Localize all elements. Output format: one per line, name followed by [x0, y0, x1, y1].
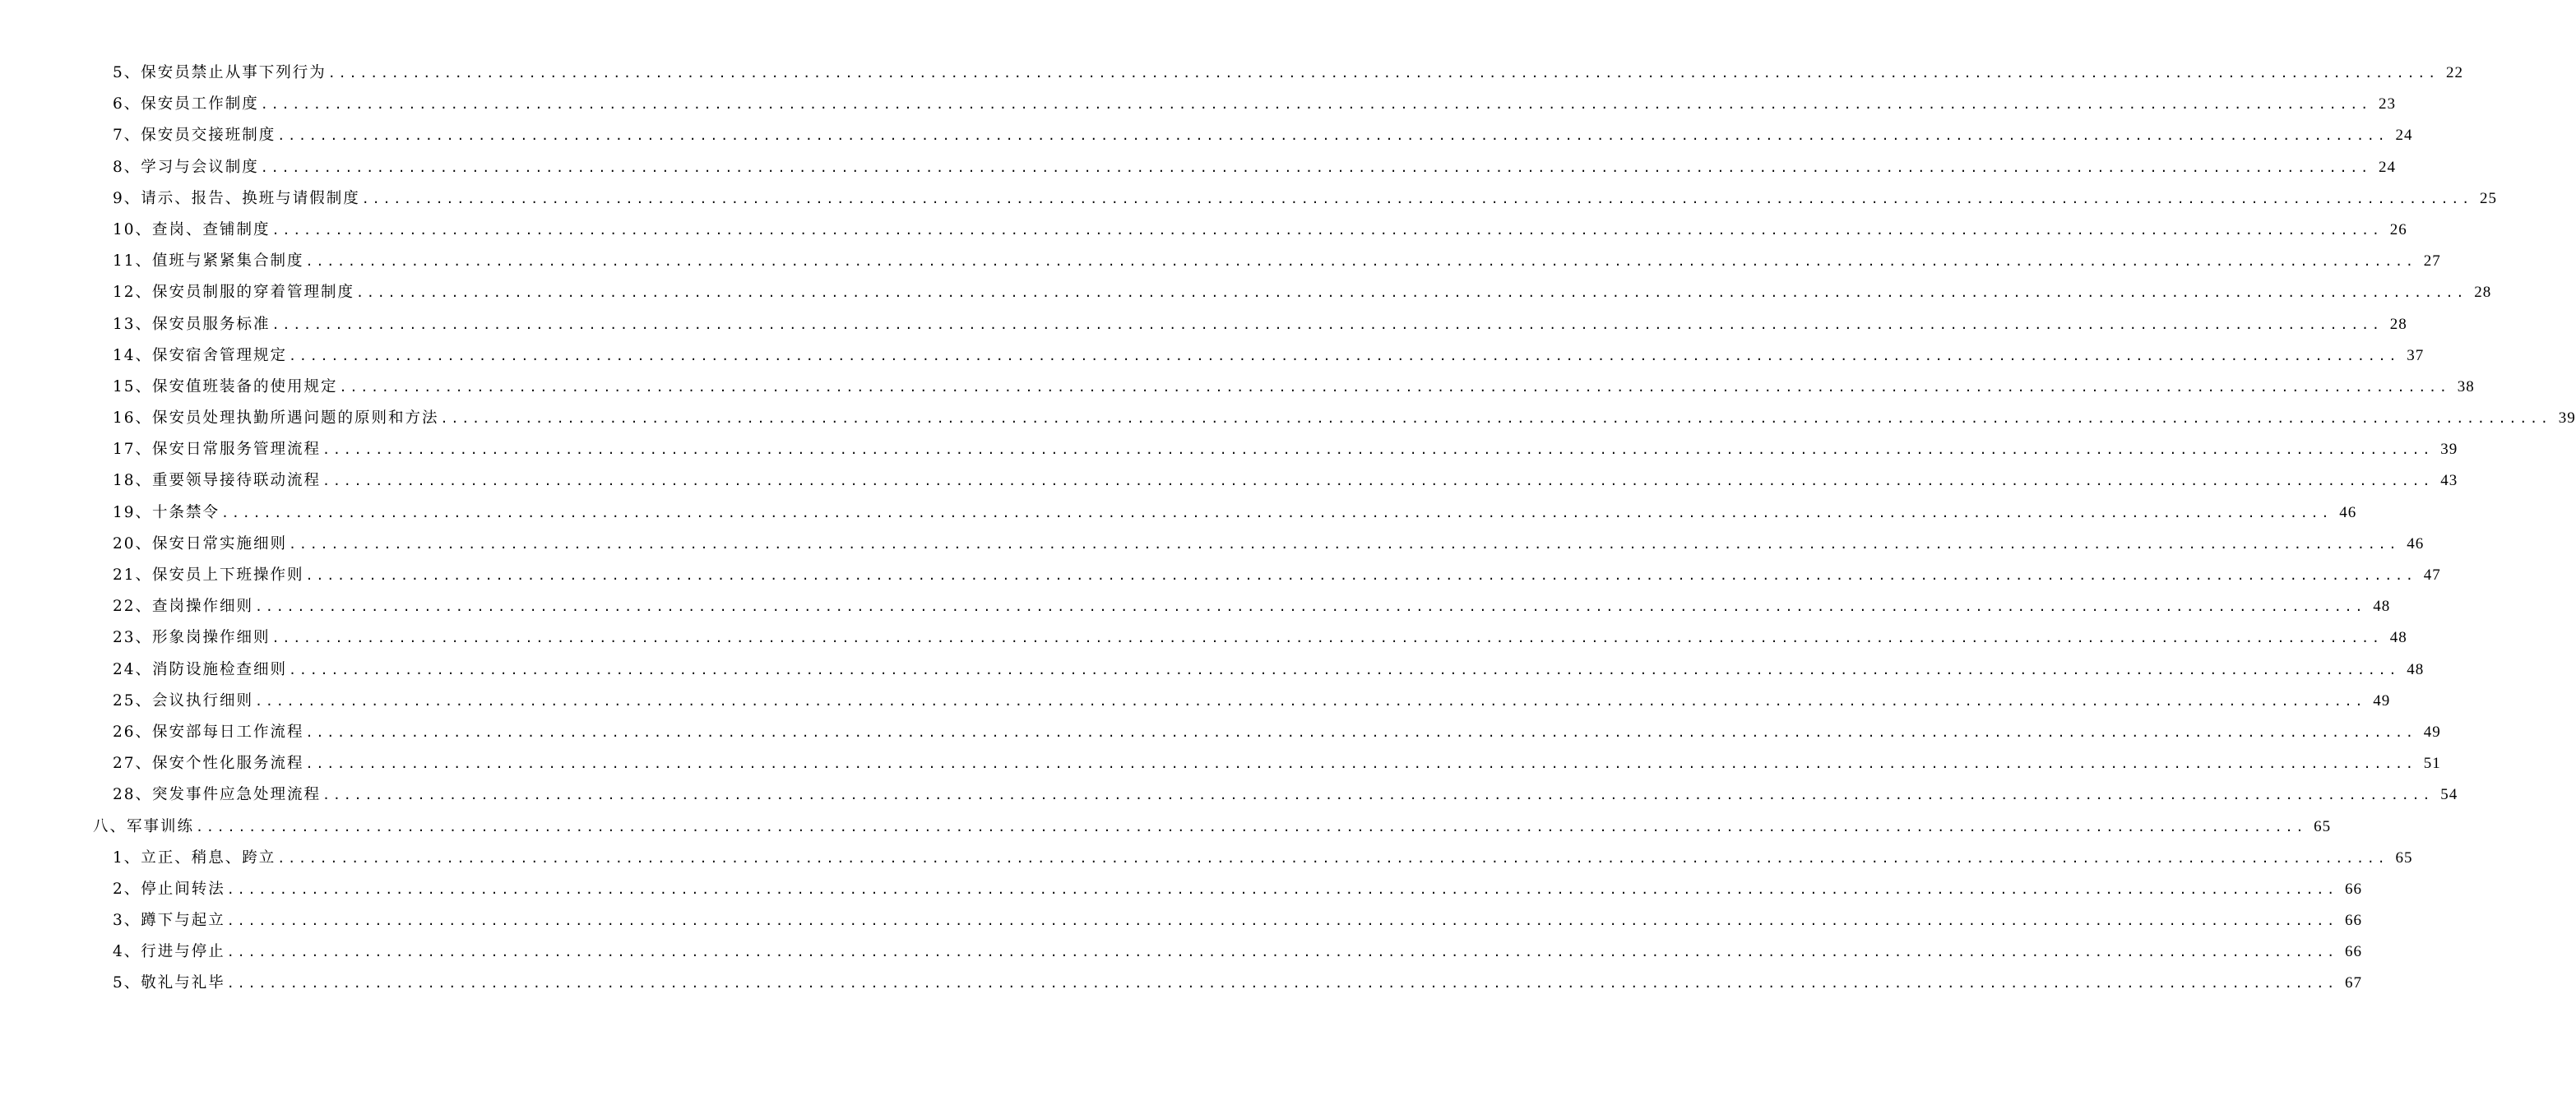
toc-dot-leader: ........................................................................................................................................................................................................: [271, 317, 2383, 332]
toc-dot-leader: ........................................................................................................................................................................................................: [289, 536, 2400, 552]
toc-entry[interactable]: [0, 529, 2425, 560]
toc-dot-leader: ........................................................................................................................................................................................................: [289, 662, 2400, 677]
toc-entry-label: 28、突发事件应急处理流程: [113, 786, 322, 804]
toc-dot-leader: ........................................................................................................................................................................................................: [221, 505, 2333, 520]
toc-entry[interactable]: [0, 591, 2391, 622]
toc-dot-leader: ........................................................................................................................................................................................................: [255, 599, 2366, 615]
toc-entry-label: 13、保安员服务标准: [113, 315, 271, 333]
toc-entry-label: 23、形象岗操作细则: [113, 629, 271, 647]
toc-entry[interactable]: [0, 89, 2396, 120]
toc-entry[interactable]: [0, 748, 2441, 779]
toc-entry[interactable]: [0, 560, 2441, 591]
toc-entry[interactable]: [0, 277, 2492, 308]
toc-entry[interactable]: [0, 686, 2391, 717]
toc-entry-label: 10、查岗、查铺制度: [113, 220, 271, 238]
toc-page-number: 23: [2378, 95, 2396, 113]
toc-page-number: 25: [2479, 189, 2497, 207]
toc-entry[interactable]: [0, 811, 2332, 843]
toc-entry-label: 24、消防设施检查细则: [113, 660, 288, 678]
toc-entry-label: 8、学习与会议制度: [113, 158, 259, 176]
toc-page-number: 28: [2474, 284, 2492, 302]
toc-entry-label: 15、保安值班装备的使用规定: [113, 377, 338, 395]
toc-entry-label: 3、蹲下与起立: [113, 912, 225, 930]
toc-entry[interactable]: [0, 654, 2425, 686]
toc-dot-leader: ........................................................................................................................................................................................................: [271, 631, 2383, 646]
toc-dot-leader: ........................................................................................................................................................................................................: [339, 379, 2450, 395]
toc-page-number: 47: [2423, 566, 2441, 584]
toc-entry-label: 5、保安员禁止从事下列行为: [113, 64, 327, 81]
toc-entry[interactable]: [0, 779, 2458, 811]
toc-page-number: 48: [2389, 629, 2407, 647]
toc-dot-leader: ........................................................................................................................................................................................................: [322, 788, 2434, 803]
toc-page-number: 22: [2445, 64, 2463, 81]
toc-page-number: 28: [2389, 315, 2407, 333]
toc-entry[interactable]: [0, 843, 2413, 874]
toc-page-number: 43: [2440, 472, 2458, 490]
toc-entry[interactable]: [0, 905, 2362, 936]
toc-entry-label: 25、会议执行细则: [113, 691, 254, 710]
toc-page-number: 66: [2344, 880, 2362, 898]
toc-entry-label: 18、重要领导接待联动流程: [113, 472, 322, 490]
toc-entry[interactable]: [0, 434, 2458, 465]
toc-entry[interactable]: [0, 309, 2407, 340]
table-of-contents: [0, 58, 2576, 1000]
toc-dot-leader: ........................................................................................................................................................................................................: [226, 976, 2337, 992]
toc-dot-leader: ........................................................................................................................................................................................................: [260, 160, 2371, 175]
toc-entry-label: 26、保安部每日工作流程: [113, 723, 304, 741]
toc-dot-leader: ........................................................................................................................................................................................................: [289, 348, 2400, 363]
toc-dot-leader: ........................................................................................................................................................................................................: [277, 128, 2388, 144]
toc-entry-label: 27、保安个性化服务流程: [113, 755, 304, 773]
toc-entry[interactable]: [0, 246, 2441, 277]
toc-dot-leader: ........................................................................................................................................................................................................: [196, 819, 2307, 835]
toc-entry[interactable]: [0, 120, 2413, 151]
toc-dot-leader: ........................................................................................................................................................................................................: [305, 756, 2416, 772]
toc-entry[interactable]: [0, 717, 2441, 748]
toc-entry-label: 2、停止间转法: [113, 880, 225, 898]
toc-dot-leader: ........................................................................................................................................................................................................: [271, 222, 2383, 238]
toc-page-number: 54: [2440, 786, 2458, 804]
toc-entry[interactable]: [0, 874, 2362, 905]
toc-entry[interactable]: [0, 497, 2357, 529]
toc-entry-label: 21、保安员上下班操作则: [113, 566, 304, 584]
toc-page-number: 46: [2407, 534, 2425, 552]
toc-dot-leader: ........................................................................................................................................................................................................: [327, 66, 2439, 81]
toc-dot-leader: ........................................................................................................................................................................................................: [260, 97, 2371, 113]
toc-page-number: 37: [2407, 346, 2425, 364]
toc-entry[interactable]: [0, 622, 2407, 654]
toc-page-number: 65: [2395, 848, 2413, 867]
toc-entry[interactable]: [0, 58, 2463, 89]
toc-dot-leader: ........................................................................................................................................................................................................: [226, 945, 2337, 960]
toc-entry-label: 1、立正、稍息、跨立: [113, 848, 276, 867]
toc-entry-label: 20、保安日常实施细则: [113, 534, 288, 552]
toc-entry-label: 22、查岗操作细则: [113, 598, 254, 616]
toc-dot-leader: ........................................................................................................................................................................................................: [305, 254, 2416, 270]
toc-entry[interactable]: [0, 372, 2475, 403]
toc-entry-label: 八、军事训练: [93, 817, 195, 835]
toc-page-number: 39: [2558, 409, 2576, 428]
toc-page-number: 39: [2440, 441, 2458, 459]
toc-entry[interactable]: [0, 936, 2362, 968]
toc-page-number: 48: [2407, 660, 2425, 678]
toc-page-number: 66: [2344, 912, 2362, 930]
toc-dot-leader: ........................................................................................................................................................................................................: [255, 693, 2366, 709]
toc-entry[interactable]: [0, 215, 2407, 246]
toc-entry-label: 4、行进与停止: [113, 943, 225, 961]
toc-entry-label: 5、敬礼与礼毕: [113, 974, 225, 992]
toc-entry-label: 12、保安员制服的穿着管理制度: [113, 284, 355, 302]
toc-page-number: 49: [2373, 691, 2391, 710]
toc-dot-leader: ........................................................................................................................................................................................................: [440, 411, 2551, 427]
toc-entry-label: 14、保安宿舍管理规定: [113, 346, 288, 364]
toc-entry[interactable]: [0, 183, 2497, 215]
toc-page-number: 49: [2423, 723, 2441, 741]
toc-dot-leader: ........................................................................................................................................................................................................: [356, 285, 2467, 301]
toc-dot-leader: ........................................................................................................................................................................................................: [322, 474, 2434, 489]
toc-dot-leader: ........................................................................................................................................................................................................: [305, 724, 2416, 740]
toc-page-number: 27: [2423, 252, 2441, 270]
toc-entry-label: 19、十条禁令: [113, 503, 220, 521]
toc-dot-leader: ........................................................................................................................................................................................................: [322, 442, 2434, 458]
toc-entry-label: 17、保安日常服务管理流程: [113, 441, 322, 459]
toc-entry-label: 7、保安员交接班制度: [113, 127, 276, 145]
toc-page-number: 26: [2389, 220, 2407, 238]
toc-entry-label: 11、值班与紧紧集合制度: [113, 252, 304, 270]
toc-entry-label: 6、保安员工作制度: [113, 95, 259, 113]
toc-entry[interactable]: [0, 403, 2576, 434]
toc-entry-label: 9、请示、报告、换班与请假制度: [113, 189, 360, 207]
toc-page-number: 65: [2314, 817, 2332, 835]
toc-entry[interactable]: [0, 152, 2396, 183]
toc-page-number: 67: [2344, 974, 2362, 992]
toc-page-number: 24: [2395, 127, 2413, 145]
toc-entry[interactable]: [0, 968, 2362, 999]
toc-entry-label: 16、保安员处理执勤所遇问题的原则和方法: [113, 409, 439, 428]
toc-page-number: 38: [2457, 377, 2475, 395]
toc-page-number: 24: [2378, 158, 2396, 176]
toc-dot-leader: ........................................................................................................................................................................................................: [226, 913, 2337, 929]
toc-dot-leader: ........................................................................................................................................................................................................: [277, 850, 2388, 866]
toc-page-number: 51: [2423, 755, 2441, 773]
toc-dot-leader: ........................................................................................................................................................................................................: [305, 568, 2416, 583]
toc-page-number: 66: [2344, 943, 2362, 961]
toc-page-number: 46: [2339, 503, 2357, 521]
toc-dot-leader: ........................................................................................................................................................................................................: [226, 881, 2337, 897]
toc-entry[interactable]: [0, 340, 2425, 372]
toc-entry[interactable]: [0, 465, 2458, 497]
toc-page-number: 48: [2373, 598, 2391, 616]
toc-dot-leader: ........................................................................................................................................................................................................: [361, 191, 2472, 206]
